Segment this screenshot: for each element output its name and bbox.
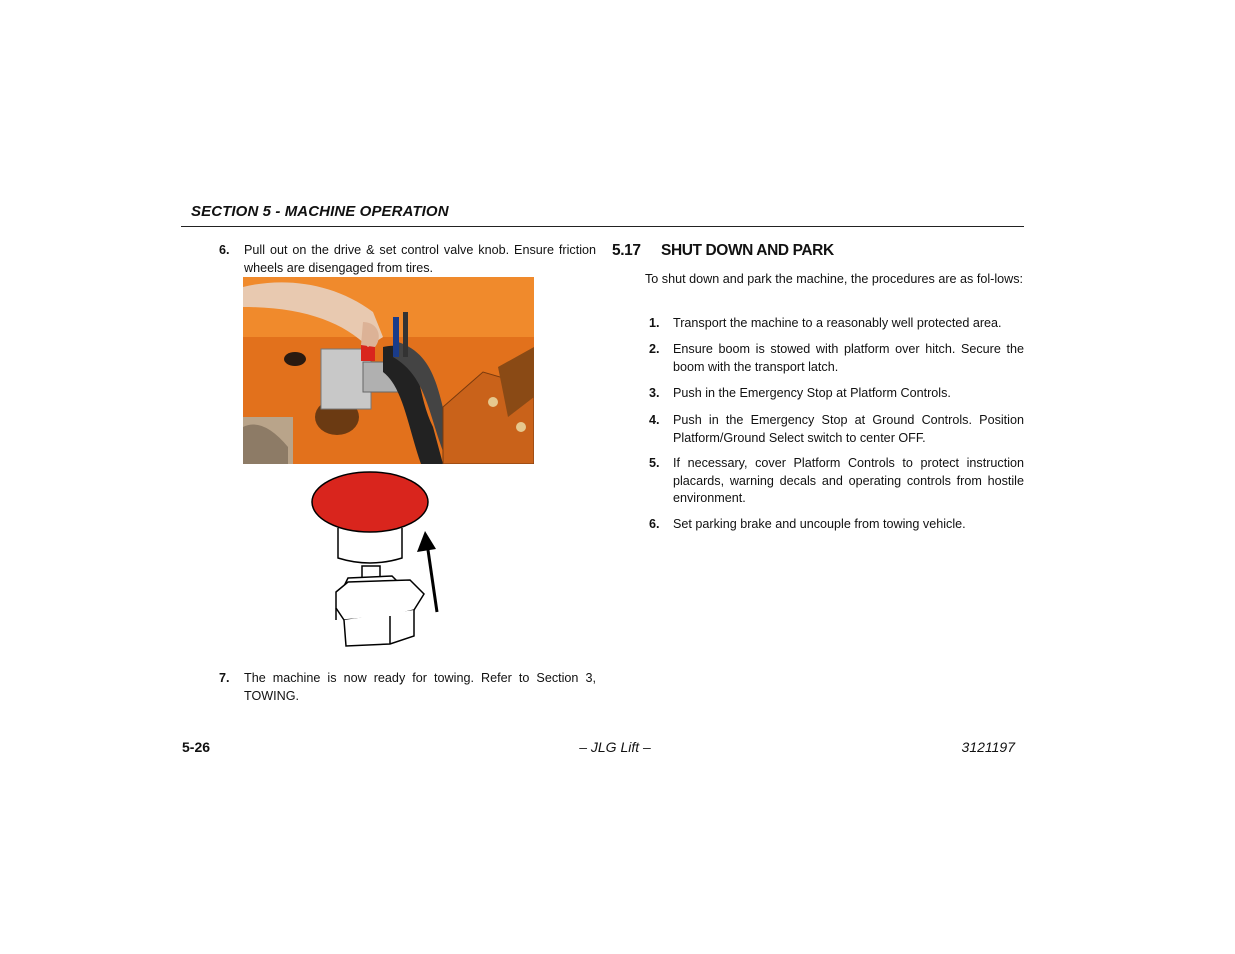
step-number: 1. <box>649 316 660 330</box>
document-number: 3121197 <box>961 739 1015 755</box>
step-text: Push in the Emergency Stop at Platform Controls. <box>673 386 951 400</box>
step-number: 4. <box>649 413 660 427</box>
step-text: If necessary, cover Platform Controls to protect instruction placards, warning decals and operating controls from hostile environment. <box>673 456 1024 505</box>
step-5-right <box>649 455 1024 509</box>
step-number: 7. <box>219 671 230 685</box>
step-text: Set parking brake and uncouple from towing vehicle. <box>673 517 966 531</box>
knob-pull-diagram <box>300 470 450 650</box>
section-title: SHUT DOWN AND PARK <box>661 242 834 259</box>
control-valve-photo-illustration <box>243 277 534 464</box>
section-header-title: SECTION 5 - MACHINE OPERATION <box>191 203 449 220</box>
section-intro: To shut down and park the machine, the procedures are as fol-lows: <box>645 272 1024 286</box>
step-number: 2. <box>649 342 660 356</box>
section-number: 5.17 <box>612 242 641 259</box>
step-6-left <box>219 242 596 278</box>
step-4-right <box>649 412 1024 448</box>
step-text: Ensure boom is stowed with platform over hitch. Secure the boom with the transport latch. <box>673 342 1024 374</box>
step-text: The machine is now ready for towing. Refer to Section 3, TOWING. <box>244 671 596 703</box>
step-text: Transport the machine to a reasonably well protected area. <box>673 316 1002 330</box>
knob-pull-illustration <box>300 470 450 650</box>
step-2-right <box>649 341 1024 377</box>
footer-center: – JLG Lift – <box>579 739 651 755</box>
control-valve-photo <box>243 277 534 464</box>
step-7-left <box>219 670 596 706</box>
step-1-right <box>649 315 1024 333</box>
step-text: Pull out on the drive & set control valve knob. Ensure friction wheels are disengaged from tires. <box>244 243 596 275</box>
step-number: 6. <box>649 517 660 531</box>
step-number: 3. <box>649 386 660 400</box>
step-3-right <box>649 385 1024 403</box>
step-number: 5. <box>649 456 660 470</box>
header-rule <box>181 226 1024 227</box>
step-6-right <box>649 516 1024 534</box>
step-number: 6. <box>219 243 230 257</box>
step-text: Push in the Emergency Stop at Ground Controls. Position Platform/Ground Select switch to center OFF. <box>673 413 1024 445</box>
page-number: 5-26 <box>182 739 211 755</box>
